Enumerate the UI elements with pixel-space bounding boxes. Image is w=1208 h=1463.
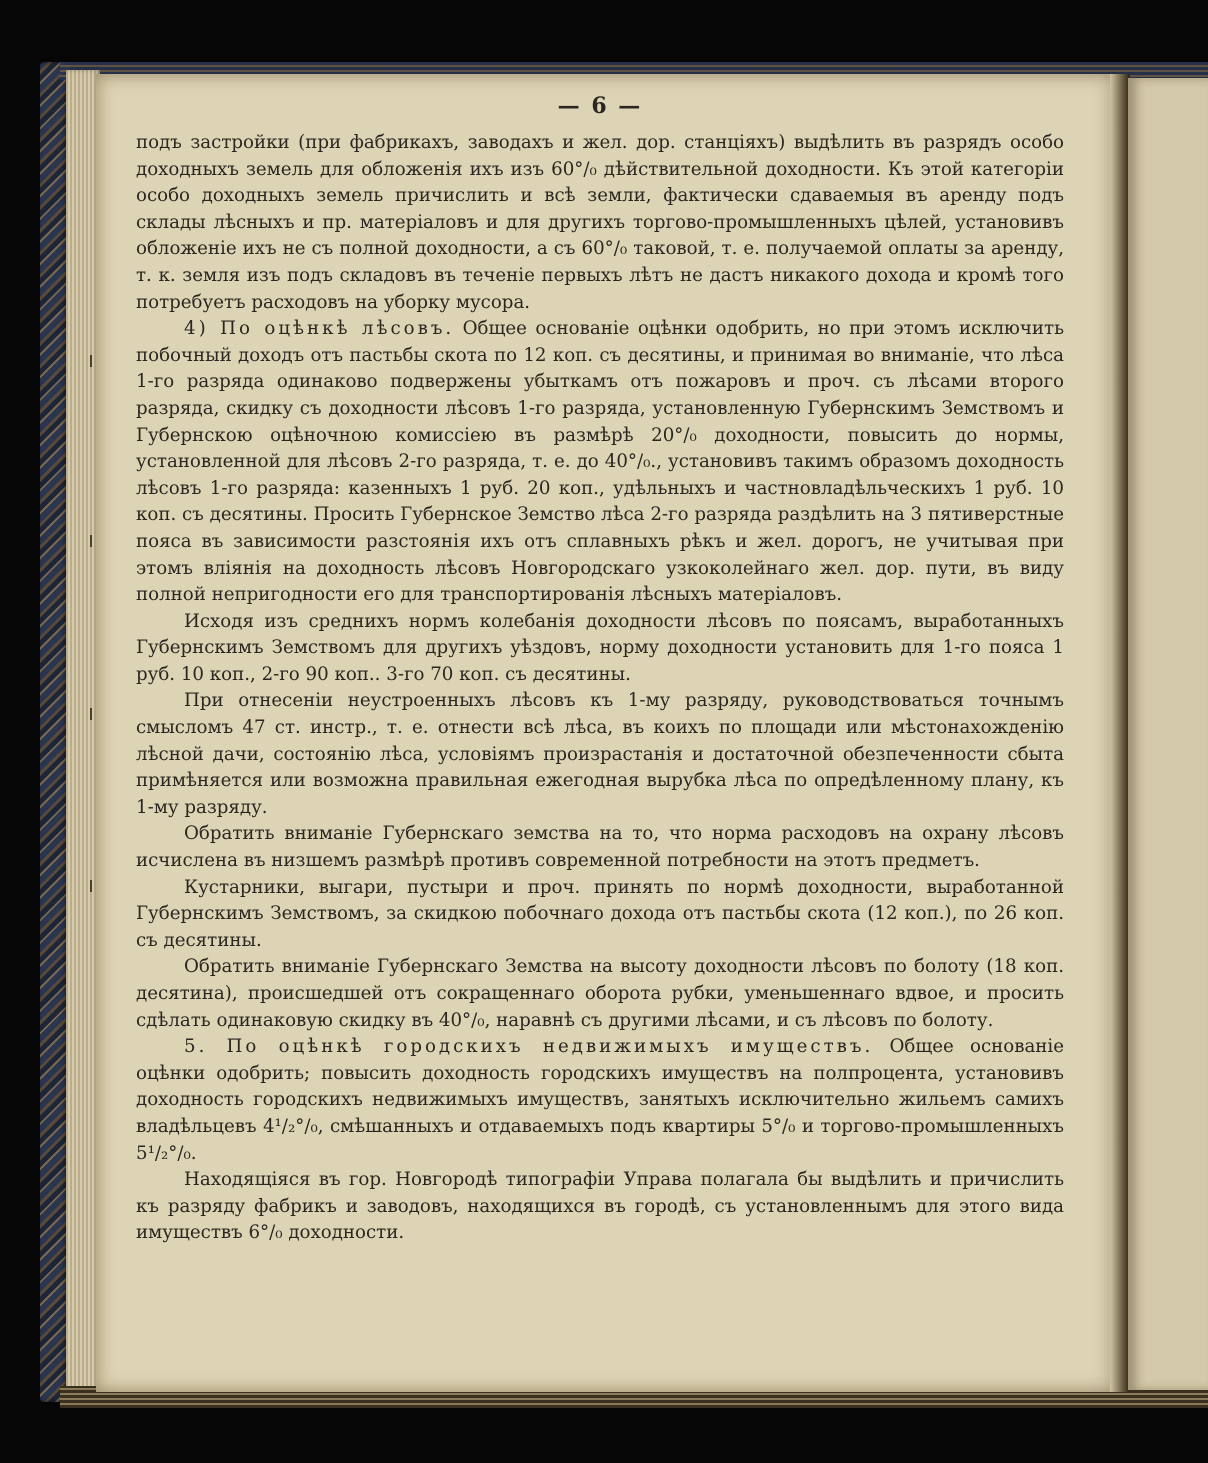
page-text bbox=[136, 92, 1064, 1247]
paragraph-8-body: Общее основаніе оцѣнки одобрить; повысить доходность городскихъ имуществъ на полпроцента, установивъ доходность городскихъ недвижимыхъ имуществъ, занятыхъ исключительно жильемъ самихъ владѣльцевъ 4¹/₂°/₀, смѣшанныхъ и отдаваемыхъ подъ квартиры 5°/₀ и торгово-промышленныхъ 5¹/₂°/₀. bbox=[136, 1036, 1064, 1164]
margin-mark bbox=[90, 708, 92, 720]
paragraph-3: Исходя изъ среднихъ нормъ колебанія доходности лѣсовъ по поясамъ, выработанныхъ Губернскимъ Земствомъ для другихъ уѣздовъ, норму доходности установить для 1-го пояса 1 руб. 10 коп., 2-го 90 коп.. 3-го 70 коп. съ десятины. bbox=[136, 610, 1064, 685]
paragraph-4: При отнесеніи неустроенныхъ лѣсовъ къ 1-му разряду, руководствоваться точнымъ смысломъ 47 ст. инстр., т. е. отнести всѣ лѣса, въ коихъ по площади или мѣстонахожденію лѣсной дачи, состоянію лѣса, условіямъ произрастанія и достаточной обезпеченности сбыта примѣняется или возможна правильная ежегодная вырубка лѣса по опредѣленному плану, къ 1-му разряду. bbox=[136, 690, 1064, 818]
paragraph-1: подъ застройки (при фабрикахъ, заводахъ и жел. дор. станціяхъ) выдѣлить въ разрядъ особо доходныхъ земель для обложенія ихъ изъ 60°/₀ дѣйствительной доходности. Къ этой категоріи особо доходныхъ земель причислить и всѣ земли, фактически сдаваемыя въ аренду подъ склады лѣсныхъ и пр. матеріаловъ и для другихъ торгово-промышленныхъ цѣлей, установивъ обложеніе ихъ не съ полной доходности, а съ 60°/₀ таковой, т. е. получаемой оплаты за аренду, т. к. земля изъ подъ складовъ въ теченіе первыхъ лѣтъ не дастъ никакого дохода и кромѣ того потребуетъ расходовъ на уборку мусора. bbox=[136, 132, 1064, 313]
page-number: — 6 — bbox=[557, 93, 643, 119]
margin-mark bbox=[90, 355, 92, 367]
paragraph-7: Обратить вниманіе Губернскаго Земства на высоту доходности лѣсовъ по болоту (18 коп. десятина), происшедшей отъ сокращеннаго оборота рубки, уменьшеннаго вдвое, и просить сдѣлать одинаковую скидку въ 40°/₀, наравнѣ съ другими лѣсами, и съ лѣсовъ по болоту. bbox=[136, 956, 1064, 1031]
section-heading-forests: 4) По оцѣнкѣ лѣсовъ. bbox=[184, 318, 455, 340]
paragraph-8 bbox=[136, 1034, 1064, 1167]
paragraph-2 bbox=[136, 316, 1064, 609]
margin-mark bbox=[90, 535, 92, 547]
paragraph-5: Обратить вниманіе Губернскаго земства на то, что норма расходовъ на охрану лѣсовъ исчислена въ низшемъ размѣрѣ противъ современной потребности на этотъ предметъ. bbox=[136, 823, 1064, 872]
paragraph-2-body: Общее основаніе оцѣнки одобрить, но при этомъ исключить побочный доходъ отъ пастьбы скота по 12 коп. съ десятины, и принимая во вниманіе, что лѣса 1-го разряда одинаково подвержены убыткамъ отъ пожаровъ и проч. съ лѣсами второго разряда, скидку съ доходности лѣсовъ 1-го разряда, установленную Губернскимъ Земствомъ и Губернскою оцѣночною комиссіею въ размѣрѣ 20°/₀ доходности, повысить до нормы, установленной для лѣсовъ 2-го разряда, т. е. до 40°/₀., установивъ такимъ образомъ доходность лѣсовъ 1-го разряда: казенныхъ 1 руб. 20 коп., удѣльныхъ и частновладѣльческихъ 1 руб. 10 коп. съ десятины. Просить Губернское Земство лѣса 2-го разряда раздѣлить на 3 пятиверстные пояса въ зависимости разстоянія ихъ отъ сплавныхъ рѣкъ и жел. дорогъ, не учитывая при этомъ вліянія на доходность лѣсовъ Новгородскаго узкоколейнаго жел. дор. пути, въ виду полной непригодности его для транспортированія лѣсныхъ матеріаловъ. bbox=[136, 318, 1064, 606]
margin-mark bbox=[90, 880, 92, 892]
facing-page-edge bbox=[1128, 78, 1208, 1390]
page-edges-stack bbox=[66, 70, 100, 1392]
page-gutter bbox=[1110, 74, 1130, 1392]
paragraph-6: Кустарники, выгари, пустыри и проч. принять по нормѣ доходности, выработанной Губернскимъ Земствомъ, за скидкою побочнаго дохода отъ пастьбы скота (12 коп.), по 26 коп. съ десятины. bbox=[136, 876, 1064, 951]
paragraph-9: Находящіяся въ гор. Новгородѣ типографіи Управа полагала бы выдѣлить и причислить къ разряду фабрикъ и заводовъ, находящихся въ городѣ, съ установленнымъ для этого вида имуществъ 6°/₀ доходности. bbox=[136, 1169, 1064, 1244]
section-heading-city-property: 5. По оцѣнкѣ городскихъ недвижимыхъ имуществъ. bbox=[184, 1036, 874, 1058]
